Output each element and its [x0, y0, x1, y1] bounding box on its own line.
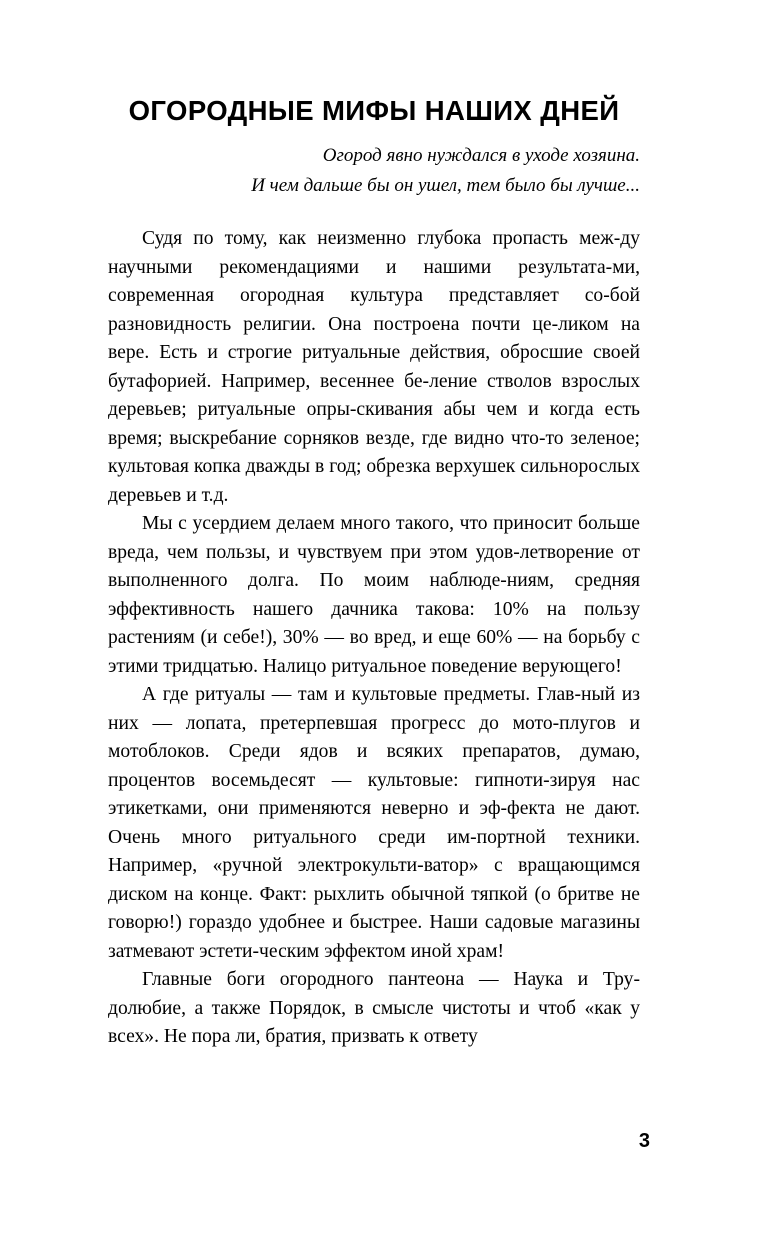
- epigraph-line-1: Огород явно нуждался в уходе хозяина.: [322, 145, 640, 167]
- page-number: 3: [638, 1130, 650, 1152]
- paragraph: Судя по тому, как неизменно глубока пропасть меж-ду научными рекомендациями и нашими результата-ми, современная огородная культура представляет со-бой разновидность религии. Она построена почти це-ликом на вере. Есть и строгие ритуальные действия, обросшие своей бутафорией. Например, весеннее бе-ление стволов взрослых деревьев; ритуальные опры-скивания абы чем и когда есть время; выскребание сорняков везде, где видно что-то зеленое; культовая копка дважды в год; обрезка верхушек сильнорослых деревьев и т.д.: [108, 228, 640, 506]
- epigraph-line-2: И чем дальше бы он ушел, тем было бы лучше...: [251, 174, 640, 196]
- page-content: [108, 96, 640, 1052]
- paragraph: Главные боги огородного пантеона — Наука и Тру-долюбие, а также Порядок, в смысле чистоты и чтоб «как у всех». Не пора ли, братия, призвать к ответу: [108, 969, 640, 1048]
- paragraph: Мы с усердием делаем много такого, что приносит больше вреда, чем пользы, и чувствуем при этом удов-летворение от выполненного долга. По моим наблюде-ниям, средняя эффективность нашего дачника такова: 10% на пользу растениям (и себе!), 30% — во вред, и еще 60% — на борьбу с этими тридцатью. Налицо ритуальное поведение верующего!: [108, 513, 640, 677]
- body-text: [108, 225, 640, 1052]
- page-title: ОГОРОДНЫЕ МИФЫ НАШИХ ДНЕЙ: [128, 95, 620, 126]
- paragraph: А где ритуалы — там и культовые предметы. Глав-ный из них — лопата, претерпевшая прогресс до мото-плугов и мотоблоков. Среди ядов и всяких препаратов, думаю, процентов восемьдесят — культовые: гипноти-зируя нас этикетками, они применяются неверно и эф-фекта не дают. Очень много ритуального среди им-портной техники. Например, «ручной электрокульти-ватор» с вращающимся диском на конце. Факт: рыхлить обычной тяпкой (о бритве не говорю!) гораздо удобнее и быстрее. Наши садовые магазины затмевают эстети-ческим эффектом иной храм!: [108, 684, 640, 962]
